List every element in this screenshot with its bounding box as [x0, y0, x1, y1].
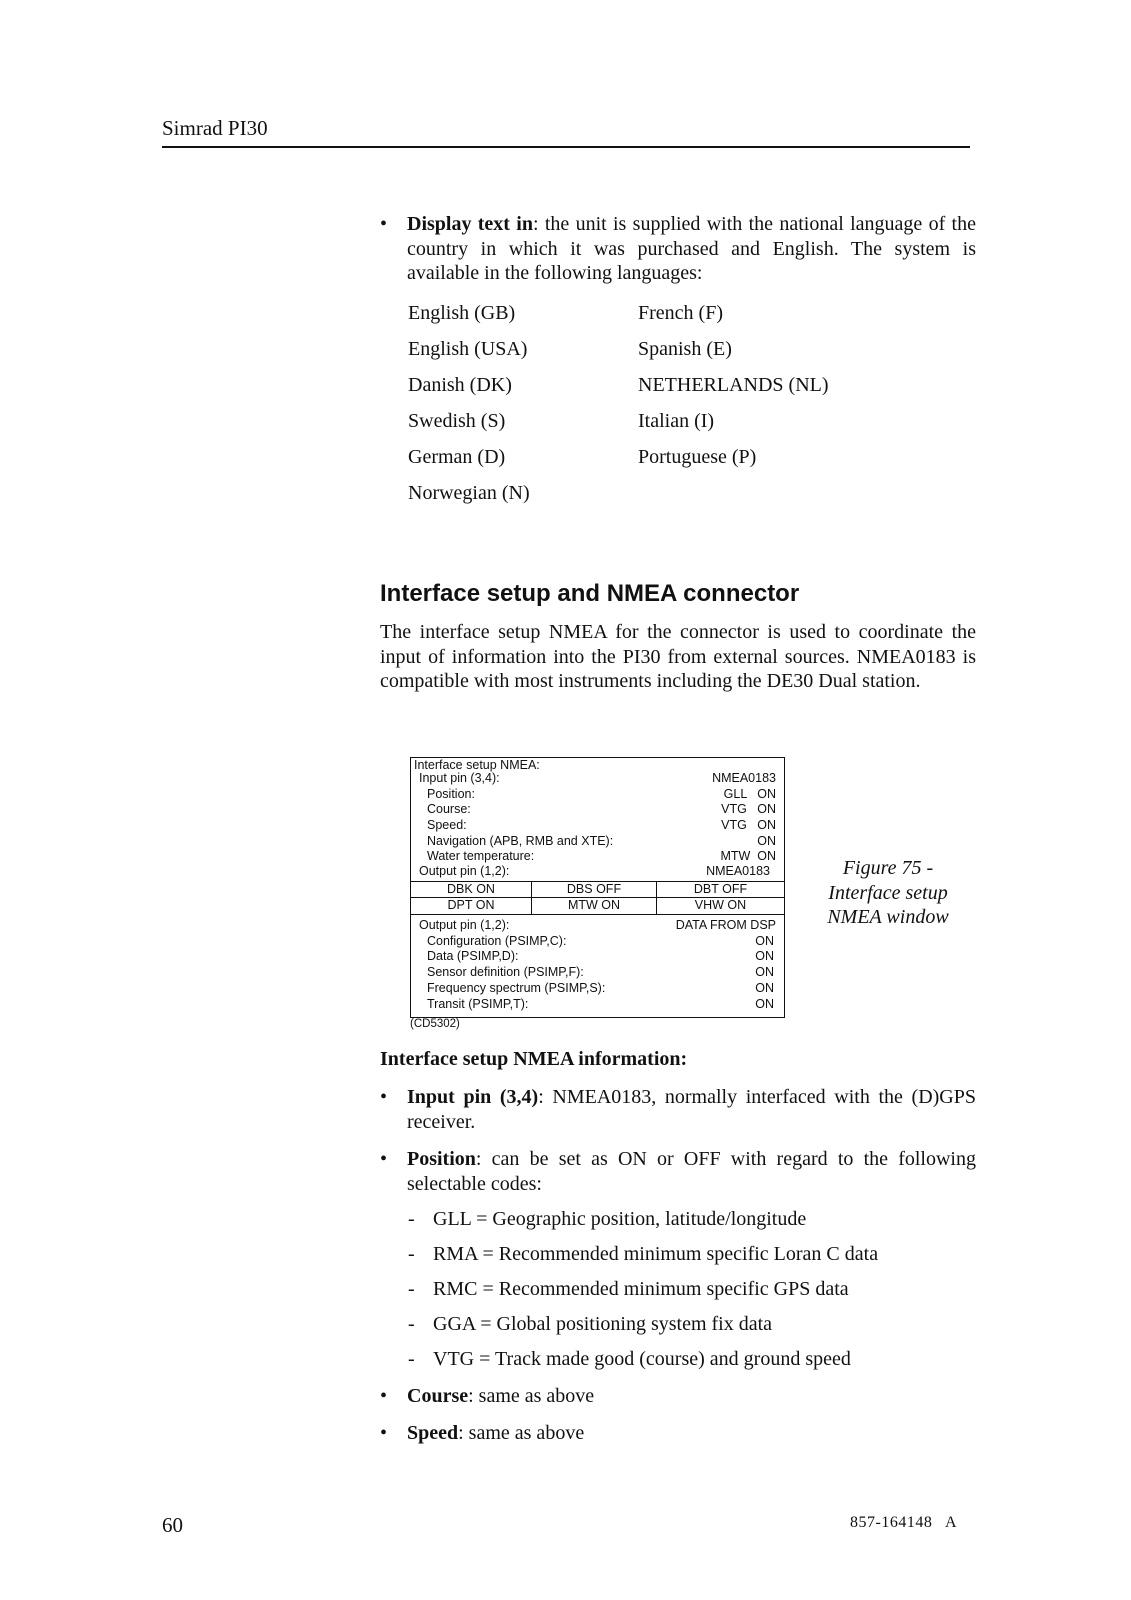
figure-row-value: MTW ON — [720, 849, 776, 863]
figure-caption-line: Interface setup — [828, 881, 948, 904]
figure-row — [411, 802, 784, 818]
code-text: VTG = Track made good (course) and ground speed — [433, 1348, 851, 1370]
figure-row-value: DATA FROM DSP — [675, 918, 776, 932]
figure-row-value: ON — [755, 965, 774, 979]
speed-term: Speed — [407, 1422, 459, 1444]
figure-row-value: VTG ON — [721, 802, 776, 816]
figure-row-value: ON — [755, 934, 774, 948]
figure-row — [411, 965, 784, 981]
page-number: 60 — [162, 1513, 183, 1537]
speed-body: : same as above — [458, 1422, 585, 1444]
figure-row — [411, 918, 784, 934]
figure-row — [411, 787, 784, 803]
figure-caption-line: Figure 75 - — [842, 857, 934, 879]
position-term: Position — [407, 1148, 476, 1170]
dash-icon: - — [408, 1243, 415, 1265]
section-intro — [380, 620, 976, 694]
nmea-window-figure — [410, 757, 785, 1018]
language-item: Swedish (S) — [408, 410, 506, 432]
figure-row-label: Water temperature: — [427, 849, 535, 863]
figure-row-label: Output pin (1,2): — [419, 918, 510, 932]
bullet-icon: • — [380, 1086, 388, 1108]
figure-row-label: Transit (PSIMP,T): — [427, 997, 529, 1011]
figure-row-label: Data (PSIMP,D): — [427, 949, 519, 963]
grid-cell: DBS OFF — [566, 882, 622, 896]
figure-row-label: Speed: — [427, 818, 467, 832]
figure-title: Interface setup NMEA: — [414, 758, 540, 772]
grid-cell: VHW ON — [694, 898, 747, 912]
section-heading: Interface setup and NMEA connector — [380, 580, 800, 607]
language-item: French (F) — [638, 302, 723, 324]
bullet-icon: • — [380, 1148, 388, 1170]
figure-caption — [808, 856, 968, 930]
dash-icon: - — [408, 1208, 415, 1230]
dash-icon: - — [408, 1348, 415, 1370]
input-pin-bullet — [380, 1085, 976, 1134]
figure-row-value: NMEA0183 — [712, 771, 776, 785]
figure-row-label: Input pin (3,4): — [419, 771, 500, 785]
figure-row-label: Configuration (PSIMP,C): — [427, 934, 567, 948]
display-text-bullet — [380, 212, 976, 286]
code-text: GGA = Global positioning system fix data — [433, 1313, 773, 1335]
figure-row — [411, 771, 784, 787]
bullet-icon: • — [380, 1385, 388, 1407]
figure-row-value: ON — [755, 981, 774, 995]
display-text-term: Display text in — [407, 213, 533, 235]
figure-caption-line: NMEA window — [827, 906, 949, 928]
language-row — [408, 446, 968, 476]
header-rule — [162, 146, 970, 148]
dash-icon: - — [408, 1278, 415, 1300]
language-item: German (D) — [408, 446, 506, 468]
language-row — [408, 338, 968, 368]
position-bullet — [380, 1147, 976, 1196]
figure-row-value: ON — [755, 949, 774, 963]
course-term: Course — [407, 1385, 469, 1407]
grid-row — [411, 882, 784, 898]
grid-cell: DPT ON — [447, 898, 495, 912]
code-text: RMA = Recommended minimum specific Loran C data — [433, 1243, 879, 1265]
speed-bullet — [380, 1421, 976, 1446]
figure-row-value: NMEA0183 — [706, 864, 770, 878]
code-text: GLL = Geographic position, latitude/longitude — [433, 1208, 807, 1230]
figure-row — [411, 949, 784, 965]
grid-row — [411, 898, 784, 914]
figure-code: (CD5302) — [410, 1018, 460, 1030]
figure-row-value: ON — [757, 834, 776, 848]
figure-row — [411, 818, 784, 834]
info-heading: Interface setup NMEA information: — [380, 1048, 688, 1070]
language-item: Danish (DK) — [408, 374, 512, 396]
language-item: English (GB) — [408, 302, 516, 324]
bullet-icon: • — [380, 213, 388, 235]
figure-row — [411, 934, 784, 950]
figure-row — [411, 864, 784, 880]
figure-row — [411, 849, 784, 865]
figure-row-value: GLL ON — [723, 787, 776, 801]
bullet-icon: • — [380, 1422, 388, 1444]
figure-row-label: Navigation (APB, RMB and XTE): — [427, 834, 614, 848]
language-row — [408, 410, 968, 440]
figure-row-value: VTG ON — [721, 818, 776, 832]
language-row — [408, 482, 968, 512]
grid-cell: MTW ON — [567, 898, 621, 912]
language-item: Portuguese (P) — [638, 446, 757, 468]
figure-row-label: Position: — [427, 787, 475, 801]
figure-row-label: Sensor definition (PSIMP,F): — [427, 965, 584, 979]
position-body: : can be set as ON or OFF with regard to the following selectable codes: — [407, 1148, 976, 1195]
sentence-grid — [411, 881, 784, 915]
display-text-body: : the unit is supplied with the national language of the country in which it was purchased and English. The system is available in the following languages: — [407, 213, 976, 284]
language-item: Norwegian (N) — [408, 482, 530, 504]
figure-row — [411, 834, 784, 850]
figure-row-label: Course: — [427, 802, 471, 816]
language-item: Spanish (E) — [638, 338, 732, 360]
figure-row — [411, 997, 784, 1013]
figure-row — [411, 981, 784, 997]
grid-cell: DBT OFF — [693, 882, 748, 896]
course-body: : same as above — [468, 1385, 595, 1407]
dash-icon: - — [408, 1313, 415, 1335]
figure-row-label: Output pin (1,2): — [419, 864, 510, 878]
language-item: NETHERLANDS (NL) — [638, 374, 829, 396]
grid-cell: DBK ON — [447, 882, 495, 896]
running-header: Simrad PI30 — [162, 116, 268, 140]
language-item: Italian (I) — [638, 410, 715, 432]
language-item: English (USA) — [408, 338, 528, 360]
input-pin-term: Input pin (3,4) — [407, 1086, 539, 1108]
language-row — [408, 302, 968, 332]
document-code: 857-164148 A — [850, 1514, 957, 1531]
language-row — [408, 374, 968, 404]
figure-row-label: Frequency spectrum (PSIMP,S): — [427, 981, 606, 995]
input-pin-body: : NMEA0183, normally interfaced with the (D)GPS receiver. — [407, 1086, 976, 1133]
course-bullet — [380, 1384, 976, 1409]
section-intro-text: The interface setup NMEA for the connector is used to coordinate the input of information into the PI30 from external sources. NMEA0183 is compatible with most instruments including the DE30 Dual station. — [380, 621, 976, 692]
code-text: RMC = Recommended minimum specific GPS data — [433, 1278, 849, 1300]
figure-row-value: ON — [755, 997, 774, 1011]
